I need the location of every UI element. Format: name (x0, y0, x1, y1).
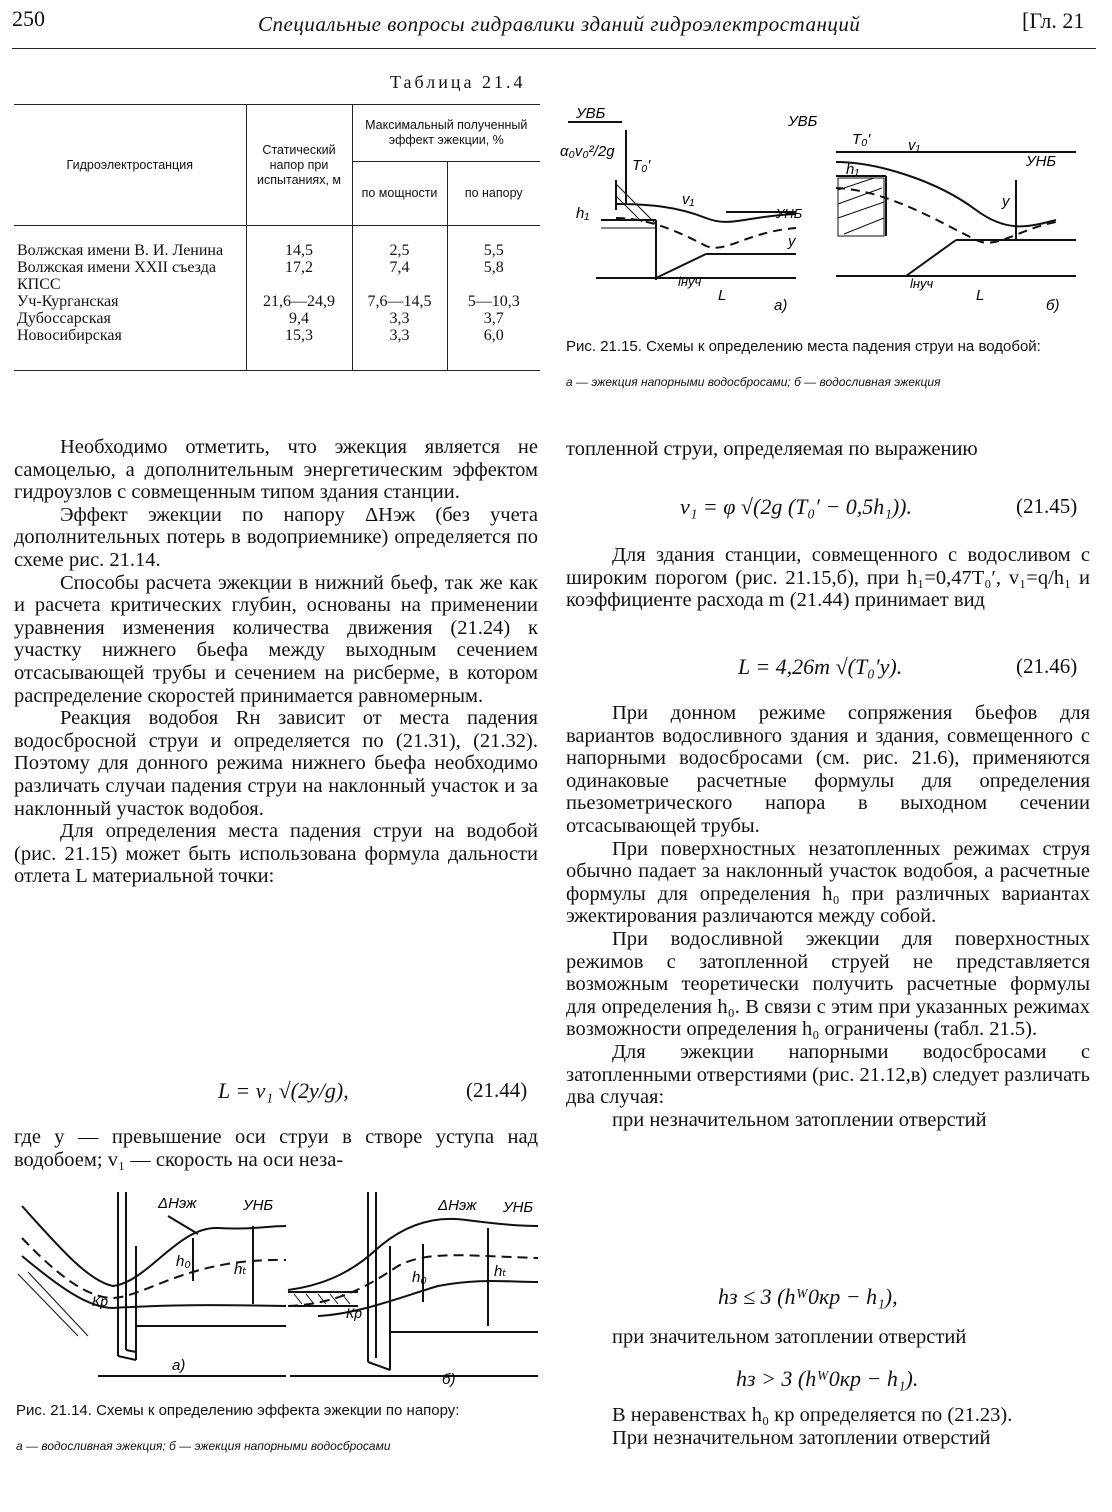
label-y-b: y (1002, 193, 1010, 210)
label-unb: УНБ (243, 1197, 274, 1214)
equation-number: (21.45) (1016, 494, 1078, 518)
cell-head-effect: 5,8 (447, 259, 540, 293)
label-h1: h₁ (576, 205, 590, 222)
col-header-max-effect: Максимальный полученный эффект эжекции, % (352, 105, 540, 162)
paragraph: При водосливной эжекции для поверхностных режимов с затопленной струей не представляется возможным теоретически получить расчетные формулы для определения h₀. В связи с этим при указанных режимах возможности определения h₀ ограничены (табл. 21.5). (566, 927, 1090, 1041)
formula-21-44: L = v₁ √(2y/g), (218, 1078, 349, 1103)
col-header-station: Гидроэлектростанция (14, 105, 246, 226)
table-row (14, 310, 540, 327)
label-kp-b: Кр (346, 1305, 363, 1321)
header-rule (12, 48, 1096, 49)
label-h1-b: h₁ (846, 161, 860, 178)
label-uvb: УВБ (576, 105, 606, 122)
label-dh: ΔHэж (158, 1195, 197, 1212)
inequality-1: hз ≤ 3 (hᵂ0кр − h₁), (718, 1284, 898, 1309)
cell-head: 14,5 (246, 226, 352, 260)
label-kp: Кр (92, 1293, 109, 1309)
label-L-b: L (976, 287, 985, 304)
chapter-label: [Гл. 21 (1022, 8, 1085, 33)
right-column-p8 (612, 1326, 1092, 1349)
cell-head: 17,2 (246, 259, 352, 293)
paragraph: Для эжекции напорными водосбросами с затопленными отверстиями (рис. 21.12,в) следует различать два случая: (566, 1040, 1090, 1109)
table-row (14, 226, 540, 260)
fig14-subcaption: а — водосливная эжекция; б — эжекция напорными водосбросами (16, 1439, 391, 1453)
paragraph: при незначительном затоплении отверстий (612, 1108, 987, 1131)
table-row (14, 259, 540, 293)
paragraph: При донном режиме сопряжения бьефов для вариантов водосливного здания и здания, совмещенного с напорными водосбросами (см. рис. 21.6), применяются одинаковые расчетные формулы для определения пьезометрического напора в выходном сечении отсасывающей трубы. (566, 702, 1090, 837)
cell-head: 15,3 (246, 327, 352, 371)
table-row (14, 327, 540, 371)
cell-head-effect: 5—10,3 (447, 293, 540, 310)
paragraph: Необходимо отметить, что эжекция является не самоцелью, а дополнительным энергетическим эффектом гидроузлов с совмещенным типом здания станции. (14, 436, 538, 504)
figure-21-15 (556, 100, 1096, 322)
paragraph: Способы расчета эжекции в нижний бьеф, так же как и расчета критических глубин, основаны на применении уравнения изменения количества движения (21.24) к участку нижнего бьефа между выходным сечением отсасывающей трубы и сечением на рисберме, в котором распределение скоростей принимается равномерным. (14, 571, 538, 707)
paragraph: При поверхностных незатопленных режимах струя обычно падает за наклонный участок водобоя, а расчетные формулы для определения h₀ при различных вариантах эжектирования различаются между собой. (566, 837, 1090, 928)
col-header-head-effect: по напору (447, 162, 540, 226)
data-table (14, 104, 540, 371)
cell-power: 7,4 (352, 259, 447, 293)
fig15-caption: Рис. 21.15. Схемы к определению места падения струи на водобой: (566, 338, 1041, 355)
label-alpha: α₀v₀²/2g (560, 143, 615, 160)
equation-number: (21.44) (466, 1078, 528, 1102)
paragraph: Для здания станции, совмещенного с водосливом с широким порогом (рис. 21.15,б), при h₁=0,47T₀′, v₁=q/h₁ и коэффициенте расхода m (21.44) принимает вид (566, 544, 1090, 612)
label-ht-b: hₜ (494, 1263, 507, 1280)
paragraph: Для определения места падения струи на водобой (рис. 21.15) может быть использована формула дальности отлета L материальной точки: (14, 820, 538, 888)
label-b: б) (442, 1371, 456, 1388)
label-b: б) (1046, 297, 1060, 314)
page-number: 250 (12, 6, 45, 31)
table-caption: Таблица 21.4 (390, 72, 526, 92)
cell-power: 2,5 (352, 226, 447, 260)
inequality-2: hз > 3 (hᵂ0кр − h₁). (736, 1366, 919, 1391)
label-h0: h₀ (176, 1253, 191, 1270)
right-column-main (566, 702, 1090, 1131)
label-ht: hₜ (234, 1261, 247, 1278)
formula-21-46: L = 4,26m √(T₀′y). (738, 654, 903, 679)
label-L: L (718, 287, 727, 304)
cell-station: Волжская имени XXII съезда КПСС (17, 259, 216, 293)
cell-head: 9,4 (246, 310, 352, 327)
paragraph: В неравенствах h₀ кр определяется по (21.23). (612, 1404, 1013, 1426)
label-unb-b: УНБ (1026, 153, 1057, 170)
label-y: y (788, 233, 796, 250)
cell-station: Уч-Курганская (17, 293, 119, 310)
figure-21-14 (18, 1186, 542, 1396)
cell-head: 21,6—24,9 (246, 293, 352, 310)
cell-power: 3,3 (352, 327, 447, 371)
label-h0-b: h₀ (412, 1269, 427, 1286)
col-header-power: по мощности (352, 162, 447, 226)
label-v1-b: v₁ (908, 137, 921, 154)
table-row (14, 293, 540, 310)
paragraph: Эффект эжекции по напору ΔHэж (без учета дополнительных потерь в водоприемнике) определяется по схеме рис. 21.14. (14, 503, 538, 571)
label-a: а) (172, 1357, 186, 1374)
cell-power: 7,6—14,5 (352, 293, 447, 310)
label-unb: УНБ (776, 206, 803, 221)
right-column-end (566, 1404, 1090, 1449)
label-lnuch: lнуч (678, 274, 702, 289)
right-column-p2 (566, 544, 1090, 612)
running-title: Специальные вопросы гидравлики зданий гидроэлектростанций (258, 12, 861, 36)
label-lnuch-b: lнуч (910, 276, 934, 291)
fig14-caption: Рис. 21.14. Схемы к определению эффекта эжекции по напору: (16, 1402, 460, 1419)
paragraph: топленной струи, определяемая по выражению (566, 438, 978, 460)
label-t0-b: T₀′ (852, 131, 871, 148)
label-dh-b: ΔHэж (438, 1197, 477, 1214)
paragraph: Реакция водобоя Rн зависит от места падения водосбросной струи и определяется по (21.31), (21.32). Поэтому для донного режима нижнего бьефа необходимо различать случаи падения струи на наклонный участок и за наклонный участок водобоя. (14, 707, 538, 820)
left-column-tail (14, 1126, 538, 1171)
right-column (566, 438, 1090, 461)
cell-station: Волжская имени В. И. Ленина (17, 242, 224, 259)
cell-head-effect: 6,0 (447, 327, 540, 371)
paragraph: при значительном затоплении отверстий (612, 1326, 967, 1348)
left-column (14, 436, 538, 888)
fig15-subcaption: а — эжекция напорными водосбросами; б — водосливная эжекция (566, 375, 941, 389)
paragraph: где y — превышение оси струи в створе уступа над водобоем; v₁ — скорость на оси неза- (14, 1126, 538, 1171)
cell-head-effect: 5,5 (447, 226, 540, 260)
formula-21-45: v₁ = φ √(2g (T₀′ − 0,5h₁)). (680, 494, 912, 519)
label-a: а) (774, 297, 788, 314)
label-unb-b: УНБ (503, 1199, 534, 1216)
label-v1: v₁ (682, 191, 695, 208)
cell-power: 3,3 (352, 310, 447, 327)
cell-station: Новосибирская (14, 327, 246, 371)
col-header-head: Статический напор при испытаниях, м (246, 105, 352, 226)
cell-station: Дубоссарская (17, 310, 111, 327)
equation-number: (21.46) (1016, 654, 1078, 678)
cell-head-effect: 3,7 (447, 310, 540, 327)
label-t0: T₀′ (632, 157, 651, 174)
label-uvb-b: УВБ (788, 113, 818, 130)
paragraph: При незначительном затоплении отверстий (612, 1426, 991, 1449)
